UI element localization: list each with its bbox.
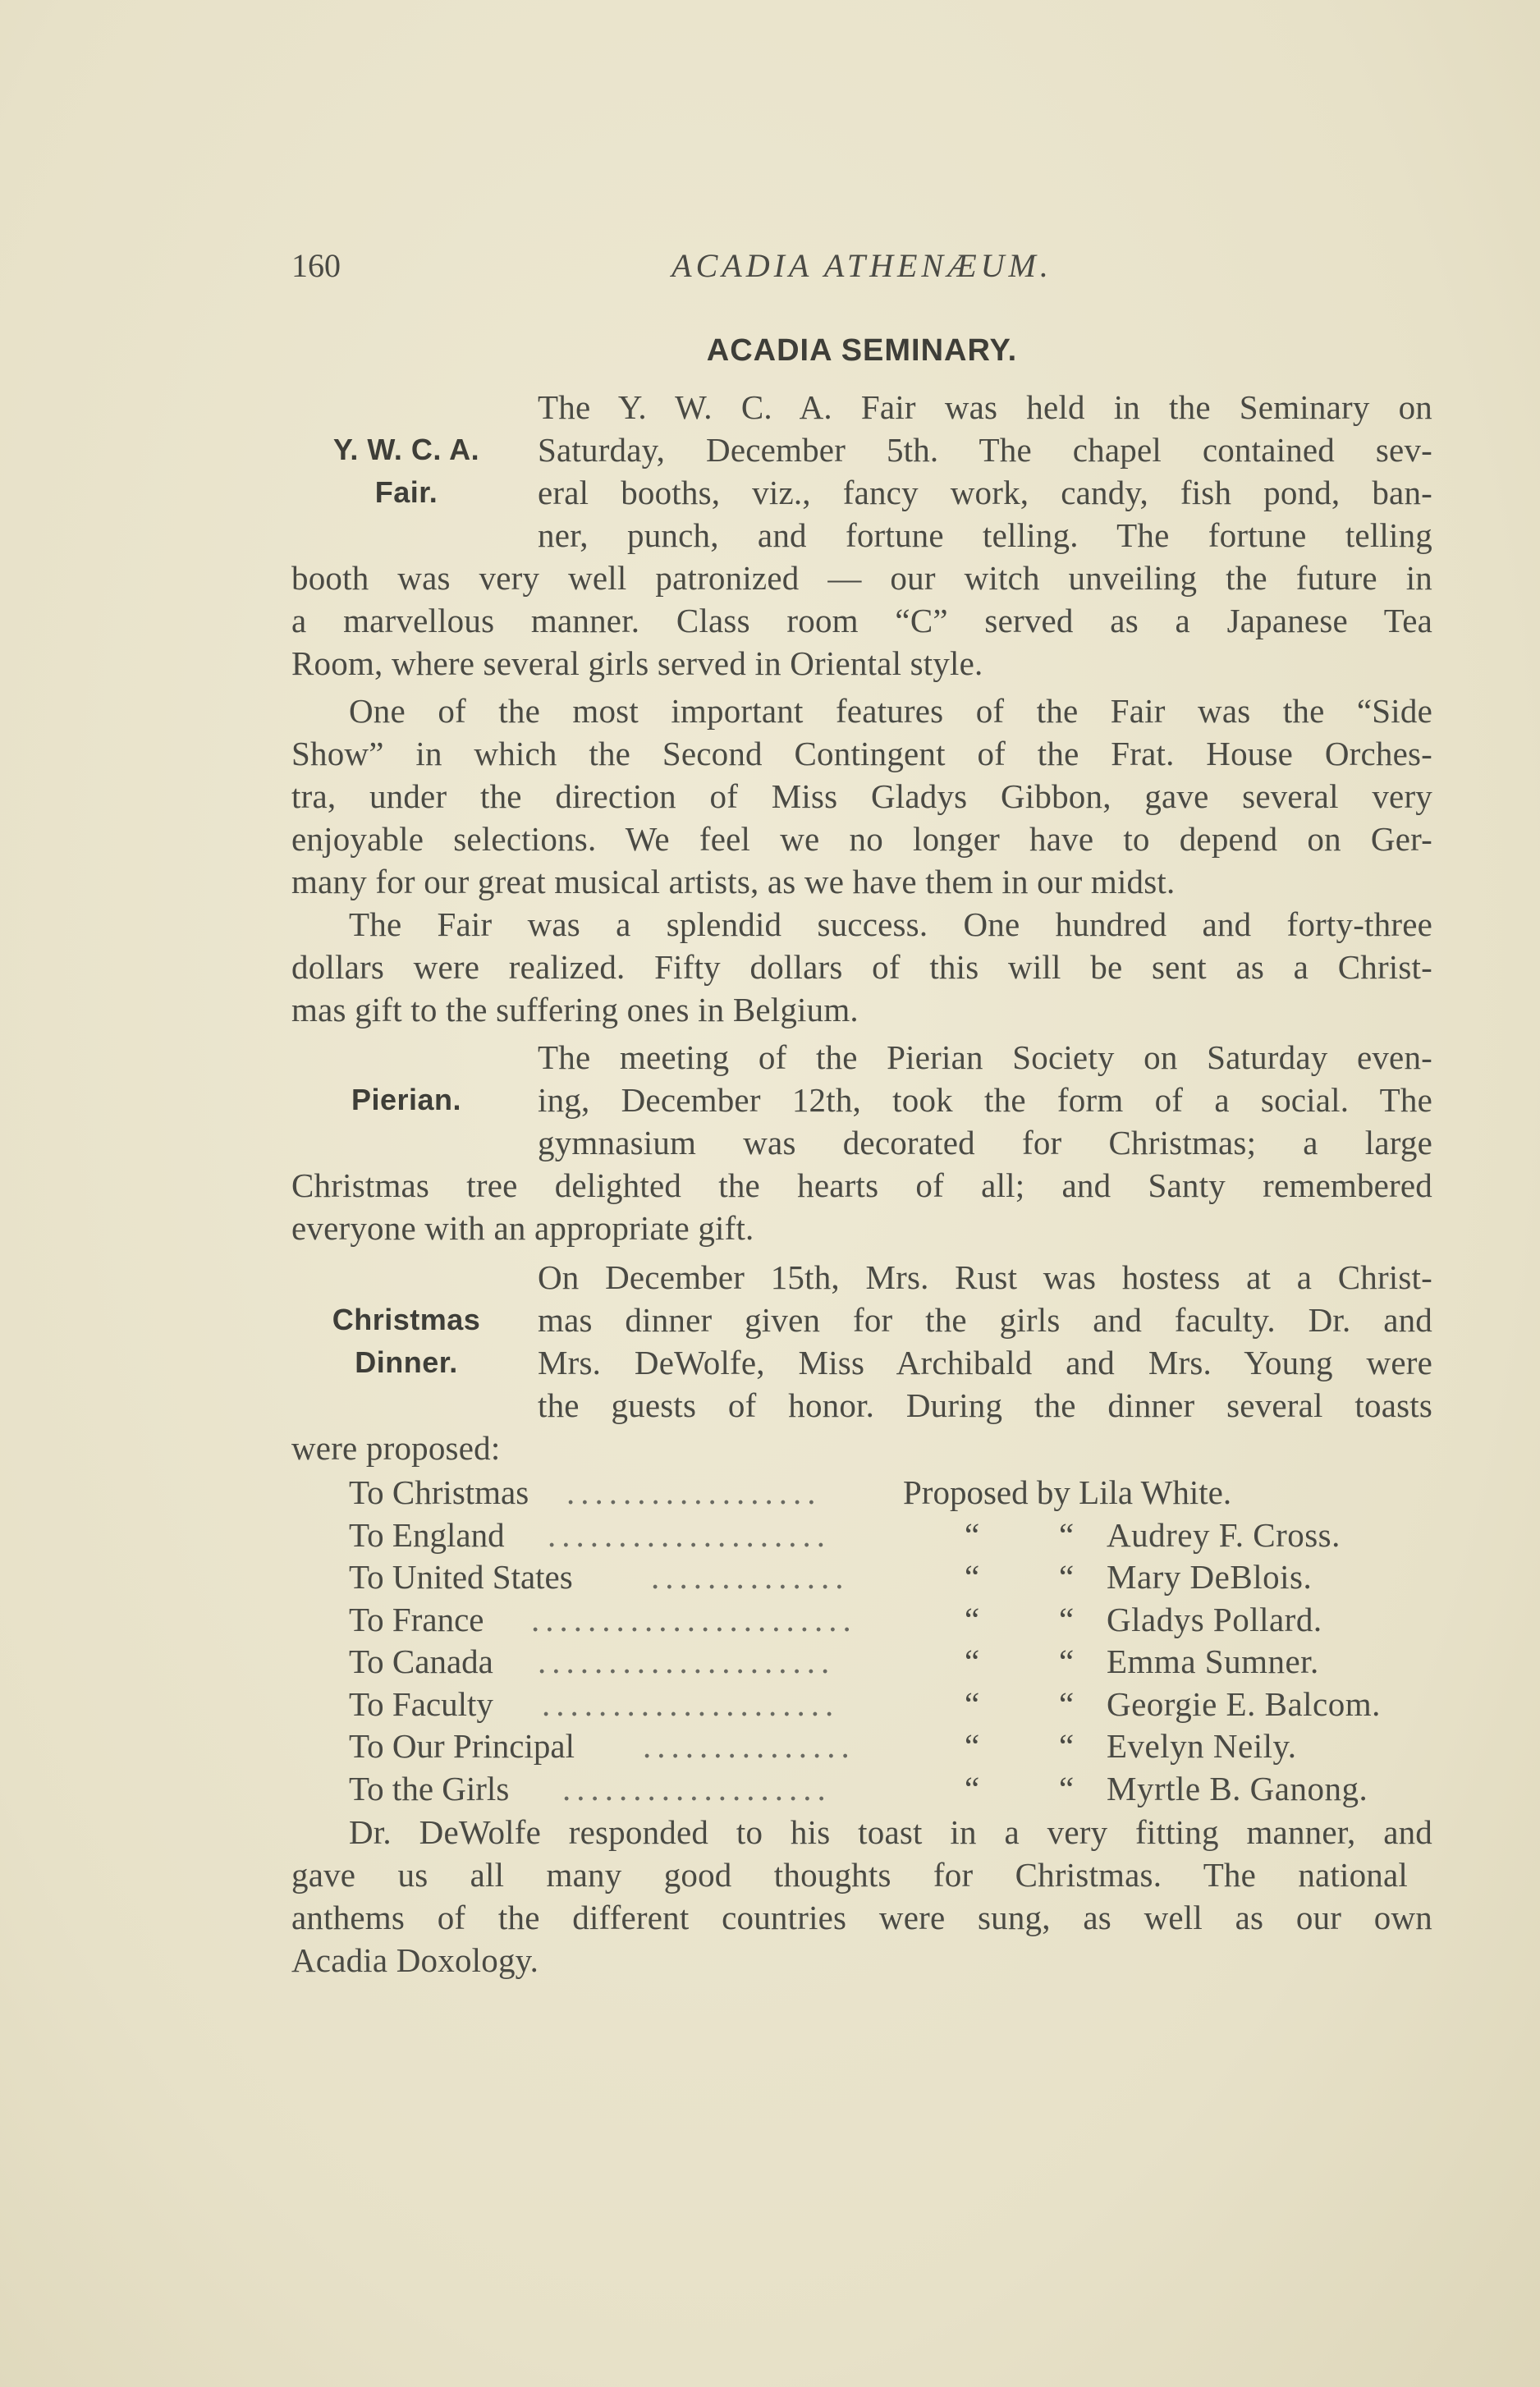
text-line: One of the most important features of the Fair was the “Side <box>349 692 1432 730</box>
ditto-mark: “ <box>965 1600 980 1638</box>
text-line: dollars were realized. Fifty dollars of this will be sent as a Christ- <box>291 948 1432 986</box>
leader-dots: ..................... <box>542 1684 840 1723</box>
toast-row <box>291 1598 1432 1641</box>
toast-proposer: Evelyn Neily. <box>1107 1727 1297 1765</box>
ditto-mark: “ <box>1059 1727 1075 1765</box>
sidenote-pierian: Pierian. <box>351 1083 462 1116</box>
text-line: many for our great musical artists, as we have them in our midst. <box>291 863 1176 900</box>
text-line: Acadia Doxology. <box>291 1941 539 1979</box>
running-title: ACADIA ATHENÆUM. <box>671 247 1052 284</box>
toast-proposer: Georgie E. Balcom. <box>1107 1684 1381 1723</box>
toast-list <box>291 1471 1432 1809</box>
toast-proposer: Audrey F. Cross. <box>1107 1515 1341 1554</box>
toast-subject: To United States <box>349 1558 573 1596</box>
toast-proposer: Mary DeBlois. <box>1107 1558 1313 1596</box>
ditto-mark: “ <box>965 1642 980 1680</box>
text-line: mas dinner given for the girls and faculty. Dr. and <box>538 1301 1432 1339</box>
toast-proposer: Proposed by Lila White. <box>903 1473 1232 1511</box>
toast-subject: To the Girls <box>349 1769 510 1807</box>
text-line: ing, December 12th, took the form of a social. The <box>538 1081 1432 1119</box>
leader-dots: ..................... <box>538 1642 836 1680</box>
leader-dots: ................... <box>562 1769 832 1807</box>
leader-dots: .............. <box>651 1558 850 1596</box>
text-line: Christmas tree delighted the hearts of all; and Santy remembered <box>291 1166 1432 1204</box>
toast-subject: To England <box>349 1515 505 1554</box>
ditto-mark: “ <box>1059 1684 1075 1723</box>
ditto-mark: “ <box>965 1727 980 1765</box>
page-header <box>291 246 1432 296</box>
toast-row <box>291 1725 1432 1767</box>
text-line: Show” in which the Second Contingent of the Frat. House Orches- <box>291 735 1432 772</box>
toast-row <box>291 1640 1432 1683</box>
text-line: Dr. DeWolfe responded to his toast in a very fitting manner, and <box>349 1813 1432 1851</box>
text-line: Mrs. DeWolfe, Miss Archibald and Mrs. Young were <box>538 1344 1432 1381</box>
section-heading: ACADIA SEMINARY. <box>706 333 1018 368</box>
toast-proposer: Emma Sumner. <box>1107 1642 1319 1680</box>
leader-dots: ............... <box>643 1727 855 1765</box>
toast-subject: To Our Principal <box>349 1727 575 1765</box>
text-line: Room, where several girls served in Oriental style. <box>291 644 983 682</box>
sidenote-dinner: Dinner. <box>355 1345 458 1379</box>
toast-row <box>291 1767 1432 1810</box>
toast-subject: To Faculty <box>349 1684 493 1723</box>
toast-row <box>291 1683 1432 1725</box>
sidenote-ywca: Y. W. C. A. <box>332 433 480 466</box>
text-line: enjoyable selections. We feel we no longer have to depend on Ger- <box>291 820 1432 858</box>
toast-row <box>291 1471 1432 1514</box>
toast-subject: To France <box>349 1600 484 1638</box>
text-line: The Fair was a splendid success. One hundred and forty-three <box>349 905 1432 943</box>
ditto-mark: “ <box>1059 1600 1075 1638</box>
leader-dots: .................. <box>566 1473 822 1511</box>
ditto-mark: “ <box>1059 1642 1075 1680</box>
text-line: everyone with an appropriate gift. <box>291 1209 754 1247</box>
toast-proposer: Myrtle B. Ganong. <box>1107 1769 1368 1807</box>
text-line: Saturday, December 5th. The chapel contained sev- <box>538 431 1432 469</box>
sidenote-fair: Fair. <box>374 475 438 509</box>
text-line: the guests of honor. During the dinner several toasts <box>538 1386 1432 1424</box>
text-line: On December 15th, Mrs. Rust was hostess at a Christ- <box>538 1258 1432 1296</box>
text-line: gave us all many good thoughts for Christmas. The national <box>291 1856 1408 1894</box>
text-line: ner, punch, and fortune telling. The fortune telling <box>538 516 1432 554</box>
ditto-mark: “ <box>1059 1558 1075 1596</box>
leader-dots: ....................... <box>531 1600 857 1638</box>
ditto-mark: “ <box>965 1769 980 1807</box>
ditto-mark: “ <box>965 1558 980 1596</box>
text-line: were proposed: <box>291 1429 501 1467</box>
text-line: The Y. W. C. A. Fair was held in the Seminary on <box>538 388 1432 426</box>
sidenote-christmas: Christmas <box>332 1303 481 1336</box>
text-line: tra, under the direction of Miss Gladys Gibbon, gave several very <box>291 777 1432 815</box>
toast-subject: To Christmas <box>349 1473 529 1511</box>
page-number: 160 <box>291 247 341 284</box>
ditto-mark: “ <box>965 1515 980 1554</box>
toast-row <box>291 1514 1432 1556</box>
text-line: eral booths, viz., fancy work, candy, fish pond, ban- <box>538 474 1432 511</box>
text-line: a marvellous manner. Class room “C” served as a Japanese Tea <box>291 602 1432 639</box>
ditto-mark: “ <box>965 1684 980 1723</box>
text-line: anthems of the different countries were sung, as well as our own <box>291 1899 1432 1936</box>
toast-row <box>291 1555 1432 1598</box>
text-line: gymnasium was decorated for Christmas; a large <box>538 1124 1432 1161</box>
ditto-mark: “ <box>1059 1769 1075 1807</box>
leader-dots: .................... <box>548 1515 831 1554</box>
toast-proposer: Gladys Pollard. <box>1107 1600 1322 1638</box>
ditto-mark: “ <box>1059 1515 1075 1554</box>
text-line: booth was very well patronized — our witch unveiling the future in <box>291 559 1432 597</box>
text-line: mas gift to the suffering ones in Belgium. <box>291 991 859 1029</box>
toast-subject: To Canada <box>349 1642 493 1680</box>
text-line: The meeting of the Pierian Society on Saturday even- <box>538 1038 1432 1076</box>
